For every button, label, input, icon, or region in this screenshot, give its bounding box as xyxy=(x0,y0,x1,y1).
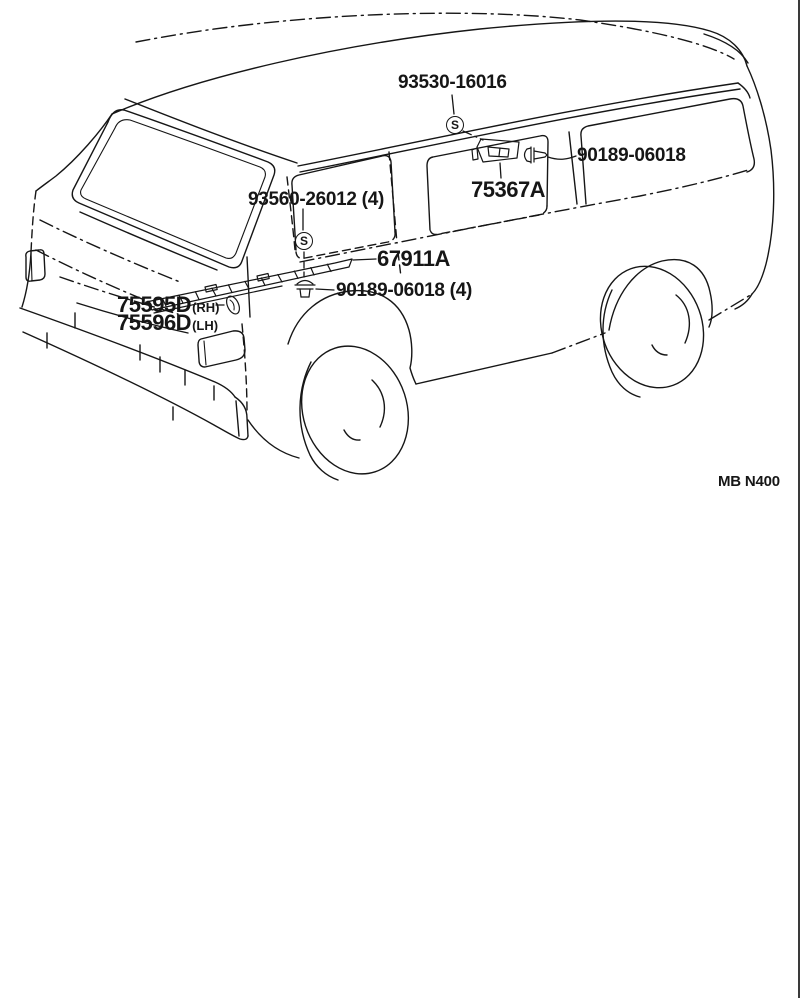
part-number: 75596D xyxy=(117,310,192,335)
part-number: 75595D xyxy=(117,292,192,317)
screw-90189-top-icon xyxy=(525,147,548,163)
side-suffix: (RH) xyxy=(192,300,220,315)
rear-wheel xyxy=(584,252,752,403)
figure-code: MB N400 xyxy=(718,473,780,490)
clip-75367a-icon xyxy=(472,139,519,162)
windshield xyxy=(72,110,275,268)
part-label-90189-06018-lower: 90189-06018 (4) xyxy=(336,280,472,301)
part-label-90189-06018-upper: 90189-06018 xyxy=(577,145,686,166)
side-suffix: (LH) xyxy=(192,318,219,333)
front-wheel xyxy=(285,291,424,488)
part-label-75596D-LH xyxy=(117,312,218,334)
s-marker-bottom: S xyxy=(295,232,313,250)
part-label-93530-16016: 93530-16016 xyxy=(398,72,507,93)
screw-90189-bottom-icon xyxy=(295,281,315,298)
part-label-75367A: 75367A xyxy=(471,177,546,202)
s-marker-top: S xyxy=(446,116,464,134)
front-pillar xyxy=(22,114,112,307)
rocker-line xyxy=(416,333,605,384)
part-label-93560-26012: 93560-26012 (4) xyxy=(248,189,384,210)
part-label-67911A: 67911A xyxy=(377,246,450,271)
